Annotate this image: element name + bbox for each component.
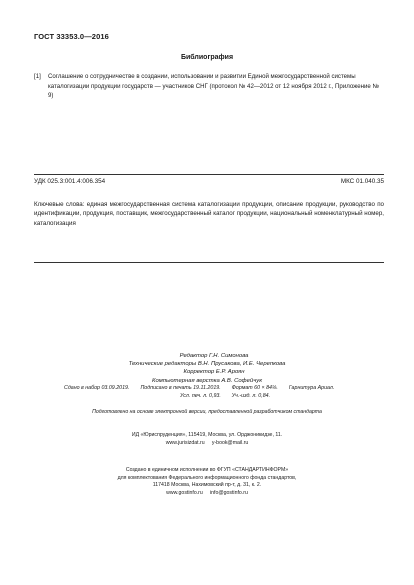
bibliography-title: Библиография xyxy=(180,54,234,61)
printer-address: 117418 Москва, Нахимовский пр-т, д. 31, к. 2. xyxy=(152,482,262,488)
printer-block xyxy=(0,467,414,497)
submitted-date: Сдано в набор 03.09.2019. xyxy=(64,385,130,391)
mks-code: МКС 01.040.35 xyxy=(340,178,384,185)
standard-number-header: ГОСТ 33353.0—2016 xyxy=(34,32,109,41)
publication-info xyxy=(64,385,364,400)
bottom-divider xyxy=(34,262,384,263)
udk-code: УДК 025.3:001.4:006.354 xyxy=(34,178,106,185)
bibliography-entry-text: Соглашение о сотрудничестве в создании, использовании и развитии Единой межгосударственной системы каталогизации продукции государств — участников СНГ (протокол № 42—2012 от 12 ноября 2012 г., Приложение № 9) xyxy=(48,73,380,99)
layout-credit: Компьютерная верстка А.В. Софейчук xyxy=(152,377,262,384)
bibliography-entry-number: [1] xyxy=(34,73,41,80)
publisher-contacts: www.jurisizdat.ru y-book@mail.ru xyxy=(165,439,249,446)
top-divider xyxy=(34,174,384,175)
prepared-note: Подготовлено на основе электронной версии, предоставленной разработчиком стандарта xyxy=(92,409,322,415)
signed-date: Подписано в печать 19.11.2019. xyxy=(140,385,221,391)
editor-credit: Редактор Г.Н. Симонова xyxy=(179,353,249,359)
typeface: Гарнитура Ариал. xyxy=(288,385,335,391)
publishing-sheets: Уч.-изд. л. 0,84. xyxy=(231,392,271,399)
printer-contacts: www.gostinfo.ru info@gostinfo.ru xyxy=(166,489,248,496)
printer-line-1: Создано в единичном исполнении во ФГУП «СТАНДАРТИНФОРМ» xyxy=(125,467,289,473)
publisher-address: ИД «Юриспруденция», 115419, Москва, ул. Орджоникидзе, 11. xyxy=(131,432,283,438)
paper-format: Формат 60 × 84⅛. xyxy=(231,385,278,391)
bibliography-entry xyxy=(34,72,384,101)
keywords-paragraph: Ключевые слова: единая межгосударственная система каталогизации продукции, описание продукции, руководство по идентификации, продукция, поставщик, межгосударственный каталог продукции, национальный номенклатурный номер, каталогизация xyxy=(34,201,384,227)
printer-line-2: для комплектования Федерального информационного фонда стандартов, xyxy=(117,474,297,481)
publisher-block xyxy=(0,432,414,447)
tech-editors-credit: Технические редакторы В.Н. Прусакова, И.Е. Черепкова xyxy=(128,361,286,368)
print-sheets: Усл. печ. л. 0,93. xyxy=(180,392,221,399)
credits-block xyxy=(0,352,414,385)
corrector-credit: Корректор Е.Р. Ароян xyxy=(183,369,245,376)
